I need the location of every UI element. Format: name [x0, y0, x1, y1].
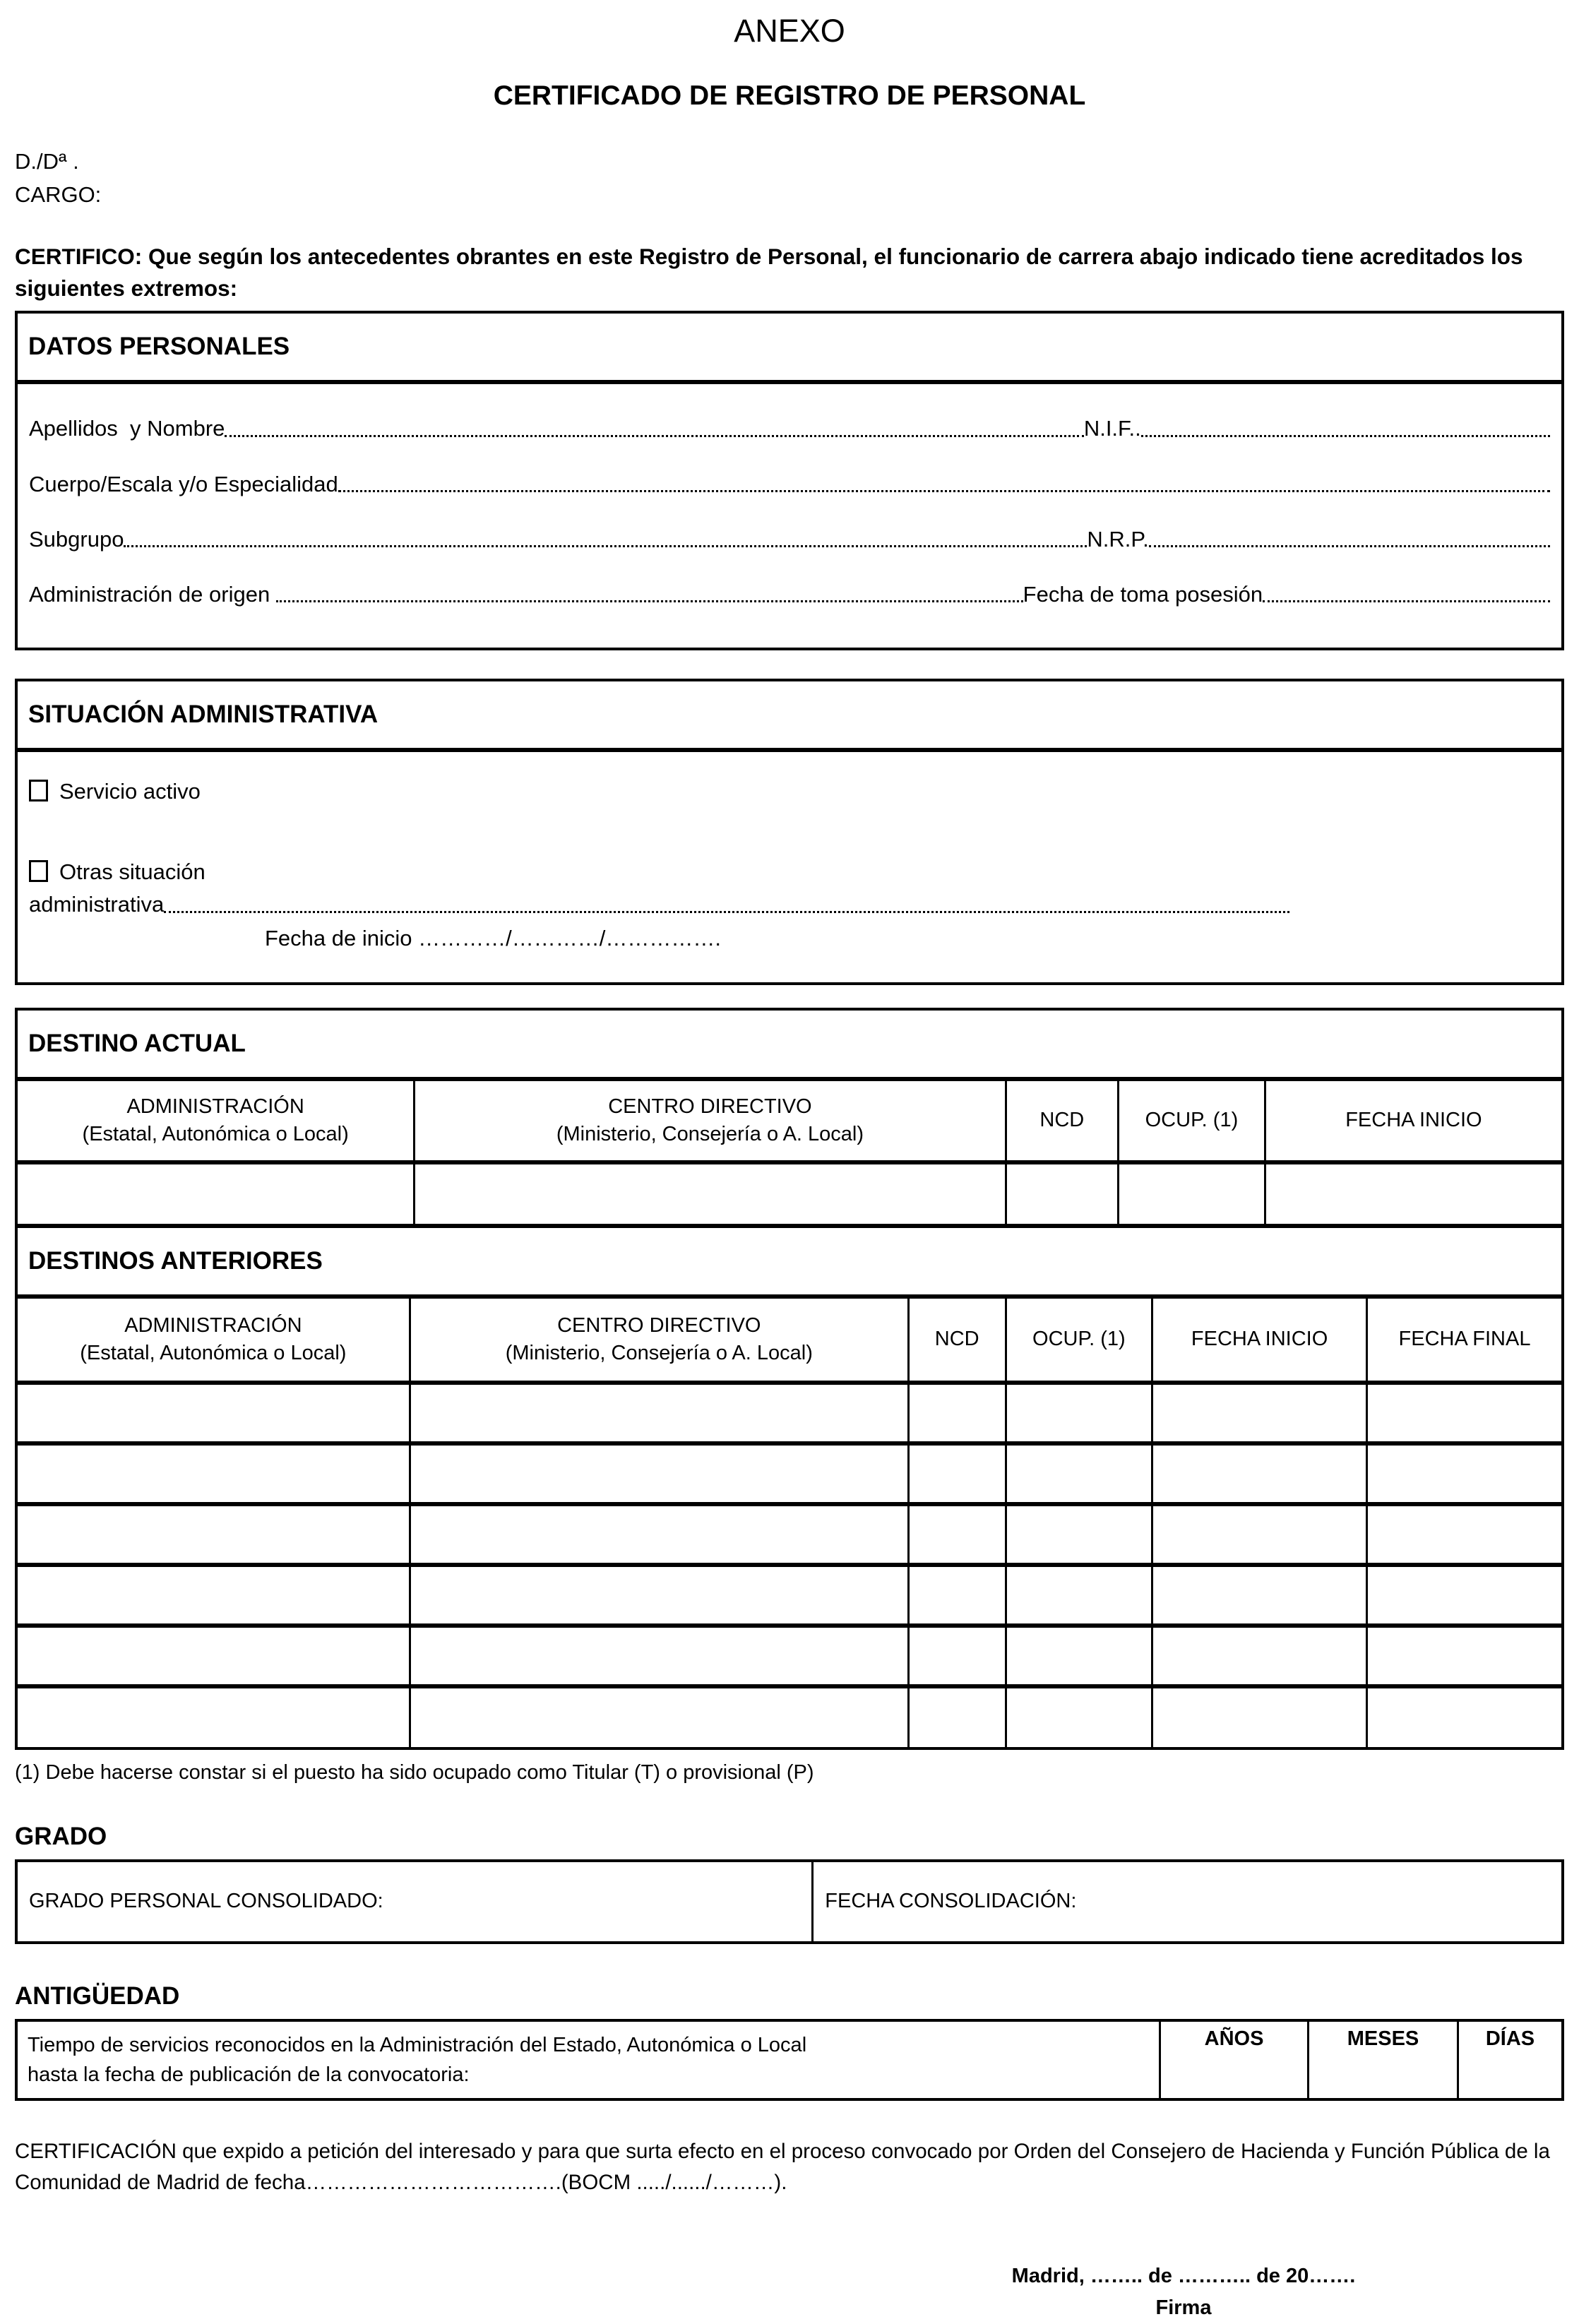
otras-situacion-label: Otras situación	[59, 859, 205, 884]
col-header-line: OCUP. (1)	[1145, 1109, 1239, 1132]
col-header-line: FECHA INICIO	[1191, 1328, 1328, 1351]
antiguedad-row	[18, 2022, 1561, 2098]
grado-title: GRADO	[15, 1822, 107, 1850]
col-header-line: NCD	[1039, 1109, 1085, 1132]
destinos-anteriores-empty-row	[18, 1565, 1561, 1626]
col-header-line: FECHA INICIO	[1345, 1109, 1482, 1132]
grado-consolidado-cell: GRADO PERSONAL CONSOLIDADO:	[29, 1890, 383, 1913]
table-cell-empty	[908, 1565, 1006, 1626]
col-header-centro-directivo	[410, 1297, 908, 1383]
table-cell-empty	[1119, 1162, 1265, 1226]
table-cell-empty	[18, 1686, 410, 1747]
table-cell-empty	[908, 1504, 1006, 1565]
dotted-field-line	[1141, 435, 1550, 437]
col-header-ocup	[1006, 1297, 1152, 1383]
destinos-anteriores-title: DESTINOS ANTERIORES	[28, 1246, 323, 1275]
col-header-subline: (Ministerio, Consejería o A. Local)	[505, 1341, 813, 1364]
fecha-consolidacion-cell: FECHA CONSOLIDACIÓN:	[813, 1862, 1561, 1941]
tiempo-servicios-cell	[18, 2022, 1160, 2098]
col-header-ocup	[1119, 1079, 1265, 1162]
grado-row	[18, 1862, 1561, 1941]
table-cell-empty	[410, 1443, 908, 1504]
table-cell-empty	[410, 1565, 908, 1626]
table-cell-empty	[1006, 1565, 1152, 1626]
nif-label: N.I.F..	[1083, 416, 1141, 441]
table-cell-empty	[410, 1383, 908, 1443]
servicio-activo-label: Servicio activo	[59, 778, 201, 804]
checkbox-otras-situacion[interactable]	[29, 860, 48, 882]
col-header-centro-directivo	[415, 1079, 1006, 1162]
table-cell-empty	[1367, 1504, 1561, 1565]
col-header-ncd	[908, 1297, 1006, 1383]
servicio-activo-row	[29, 779, 1550, 804]
table-cell-empty	[1152, 1565, 1367, 1626]
certifico-paragraph: CERTIFICO: Que según los antecedentes obrantes en este Registro de Personal, el funcionario de carrera abajo indicado tiene acreditados los siguientes extremos:	[15, 244, 1523, 301]
identity-lines	[15, 145, 1564, 211]
table-cell-empty	[415, 1162, 1006, 1226]
cuerpo-escala-label: Cuerpo/Escala y/o Especialidad	[29, 471, 338, 496]
col-header-dias: DÍAS	[1458, 2022, 1561, 2098]
table-cell-empty	[18, 1383, 410, 1443]
table-cell-empty	[18, 1162, 415, 1226]
administracion-origen-row	[29, 583, 1550, 607]
table-cell-empty	[1367, 1626, 1561, 1686]
page-subtitle: CERTIFICADO DE REGISTRO DE PERSONAL	[493, 81, 1086, 111]
col-header-ncd	[1006, 1079, 1119, 1162]
otras-situacion-row	[29, 859, 1550, 885]
destinos-anteriores-header-row	[18, 1297, 1561, 1383]
firma-line: Firma	[1155, 2296, 1212, 2320]
grado-table	[18, 1862, 1561, 1941]
dotted-field-line	[1149, 545, 1550, 547]
table-cell-empty	[410, 1626, 908, 1686]
certificacion-paragraph: CERTIFICACIÓN que expido a petición del interesado y para que surta efecto en el proceso convocado por Orden del Consejero de Hacienda y Función Pública de la Comunidad de Madrid de fecha……………………………….(BOCM ...../....../………).	[15, 2139, 1550, 2195]
table-cell-empty	[1152, 1443, 1367, 1504]
table-cell-empty	[1367, 1686, 1561, 1747]
col-header-line: CENTRO DIRECTIVO	[557, 1313, 761, 1337]
col-header-line: ADMINISTRACIÓN	[124, 1313, 302, 1337]
fecha-toma-posesion-label: Fecha de toma posesión	[1023, 581, 1263, 607]
table-cell-empty	[1006, 1686, 1152, 1747]
dotted-field-line	[164, 911, 1289, 913]
destino-actual-empty-row	[18, 1162, 1561, 1226]
col-header-line: FECHA FINAL	[1398, 1328, 1531, 1351]
situacion-administrativa-title: SITUACIÓN ADMINISTRATIVA	[28, 700, 379, 728]
table-cell-empty	[18, 1443, 410, 1504]
col-header-fecha-inicio	[1265, 1079, 1561, 1162]
dotted-field-line	[338, 490, 1550, 492]
nrp-label: N.R.P.	[1087, 526, 1149, 552]
table-cell-empty	[18, 1626, 410, 1686]
table-cell-empty	[1006, 1162, 1119, 1226]
col-header-line: OCUP. (1)	[1032, 1328, 1126, 1351]
destinos-anteriores-empty-row	[18, 1443, 1561, 1504]
datos-personales-title: DATOS PERSONALES	[28, 333, 290, 361]
table-cell-empty	[410, 1504, 908, 1565]
dotted-field-line	[276, 600, 1023, 602]
col-header-administracion	[18, 1297, 410, 1383]
checkbox-servicio-activo[interactable]	[29, 780, 48, 802]
col-header-administracion	[18, 1079, 415, 1162]
destinos-anteriores-empty-row	[18, 1383, 1561, 1443]
col-header-subline: (Ministerio, Consejería o A. Local)	[556, 1122, 864, 1145]
tiempo-servicios-line2: hasta la fecha de publicación de la convocatoria:	[28, 2063, 470, 2086]
grado-section	[15, 1859, 1564, 1944]
subgrupo-row	[29, 528, 1550, 552]
destinos-anteriores-empty-row	[18, 1626, 1561, 1686]
col-header-subline: (Estatal, Autonómica o Local)	[82, 1122, 349, 1145]
col-header-meses: MESES	[1309, 2022, 1458, 2098]
datos-personales-section	[15, 311, 1564, 650]
destino-actual-table	[18, 1077, 1561, 1228]
table-cell-empty	[1367, 1443, 1561, 1504]
table-cell-empty	[1006, 1504, 1152, 1565]
antiguedad-title: ANTIGÜEDAD	[15, 1982, 180, 2010]
dotted-field-line	[124, 545, 1087, 547]
col-header-fecha-inicio	[1152, 1297, 1367, 1383]
table-cell-empty	[1006, 1626, 1152, 1686]
apellidos-nombre-row	[29, 417, 1550, 441]
table-cell-empty	[1152, 1504, 1367, 1565]
destino-actual-title: DESTINO ACTUAL	[28, 1029, 246, 1057]
dda-line: D./Dª .	[15, 149, 79, 174]
table-cell-empty	[1006, 1383, 1152, 1443]
table-cell-empty	[1367, 1383, 1561, 1443]
table-cell-empty	[1152, 1383, 1367, 1443]
table-cell-empty	[1006, 1443, 1152, 1504]
madrid-date-line: Madrid, …….. de ……….. de 20…….	[1011, 2265, 1356, 2288]
antiguedad-section	[15, 2019, 1564, 2101]
destinos-anteriores-empty-row	[18, 1504, 1561, 1565]
destinos-anteriores-rows	[18, 1383, 1561, 1747]
dotted-field-line	[225, 435, 1083, 437]
destinos-anteriores-table	[18, 1294, 1561, 1747]
cargo-line: CARGO:	[15, 181, 102, 207]
table-cell-empty	[18, 1504, 410, 1565]
tiempo-servicios-line1: Tiempo de servicios reconocidos en la Administración del Estado, Autonómica o Local	[28, 2033, 807, 2056]
col-header-line: ADMINISTRACIÓN	[126, 1095, 304, 1118]
col-header-line: NCD	[934, 1328, 979, 1351]
administrativa-row	[29, 892, 1550, 917]
table-cell-empty	[410, 1686, 908, 1747]
table-cell-empty	[908, 1443, 1006, 1504]
ocup-footnote: (1) Debe hacerse constar si el puesto ha sido ocupado como Titular (T) o provisional (P)	[15, 1760, 814, 1784]
fecha-inicio-line: Fecha de inicio …………/…………/…………….	[265, 925, 721, 951]
table-cell-empty	[18, 1565, 410, 1626]
antiguedad-table	[18, 2022, 1561, 2098]
destinos-anteriores-empty-row	[18, 1686, 1561, 1747]
dotted-field-line	[1263, 600, 1550, 602]
administrativa-label: administrativa	[29, 891, 165, 917]
col-header-anos: AÑOS	[1160, 2022, 1309, 2098]
signature-block	[965, 2260, 1402, 2324]
table-cell-empty	[1367, 1565, 1561, 1626]
table-cell-empty	[1152, 1686, 1367, 1747]
destinos-section	[15, 1008, 1564, 1750]
situacion-administrativa-body	[18, 748, 1561, 982]
table-cell-empty	[1265, 1162, 1561, 1226]
col-header-subline: (Estatal, Autonómica o Local)	[80, 1341, 347, 1364]
table-cell-empty	[908, 1626, 1006, 1686]
subgrupo-label: Subgrupo	[29, 526, 124, 552]
destino-actual-header-row	[18, 1079, 1561, 1162]
situacion-administrativa-section	[15, 679, 1564, 985]
page-title: ANEXO	[734, 13, 845, 49]
table-cell-empty	[908, 1383, 1006, 1443]
col-header-line: CENTRO DIRECTIVO	[608, 1095, 812, 1118]
table-cell-empty	[1152, 1626, 1367, 1686]
cuerpo-escala-row	[29, 472, 1550, 496]
apellidos-nombre-label: Apellidos y Nombre	[29, 416, 225, 441]
col-header-fecha-final	[1367, 1297, 1561, 1383]
table-cell-empty	[908, 1686, 1006, 1747]
datos-personales-body	[18, 380, 1561, 647]
administracion-origen-label: Administración de origen	[29, 581, 276, 607]
